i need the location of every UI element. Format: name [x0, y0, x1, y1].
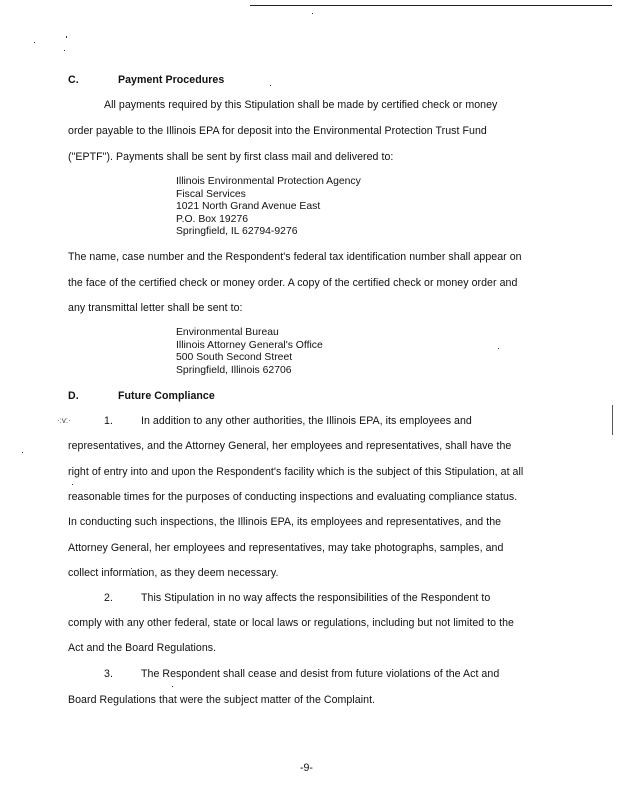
scan-speck [22, 452, 23, 453]
scan-speck [612, 405, 613, 435]
scan-speck [34, 42, 35, 43]
item-number: 1. [104, 415, 113, 427]
item-3-first-line [104, 668, 499, 681]
scan-speck [270, 85, 271, 86]
address-line: Springfield, IL 62794-9276 [176, 226, 298, 237]
paragraph-line: All payments required by this Stipulation shall be made by certified check or money [104, 99, 498, 111]
scan-speck [72, 484, 73, 485]
scan-speck [172, 686, 173, 687]
scan-speck [312, 13, 313, 14]
section-c-heading [68, 74, 224, 87]
paragraph-line: ("EPTF"). Payments shall be sent by first class mail and delivered to: [68, 151, 394, 163]
scan-speck [498, 348, 499, 349]
item-2-first-line [104, 592, 490, 605]
paragraph-line: order payable to the Illinois EPA for deposit into the Environmental Protection Trust Fund [68, 125, 487, 137]
paragraph-line: representatives, and the Attorney General, her employees and representatives, shall have the [68, 440, 512, 452]
address-line: Environmental Bureau [176, 327, 279, 338]
address-line: 500 South Second Street [176, 352, 293, 363]
top-rule [250, 5, 612, 6]
section-d-heading [68, 390, 215, 403]
paragraph-line: The Respondent shall cease and desist from future violations of the Act and [141, 668, 500, 680]
paragraph-line: the face of the certified check or money order. A copy of the certified check or money order and [68, 277, 518, 289]
address-line: P.O. Box 19276 [176, 213, 249, 225]
margin-mark: ·:v:· [57, 416, 71, 425]
section-d-letter: D. [68, 390, 79, 402]
paragraph-line: Attorney General, her employees and representatives, may take photographs, samples, and [68, 542, 504, 554]
paragraph-line: reasonable times for the purposes of conducting inspections and evaluating compliance status. [68, 491, 518, 503]
paragraph-line: right of entry into and upon the Respondent's facility which is the subject of this Stipulation, at all [68, 466, 524, 478]
paragraph-line: Act and the Board Regulations. [68, 642, 217, 654]
page-number: -9- [300, 762, 313, 774]
epa-address-block [176, 176, 361, 239]
address-line: Springfield, Illinois 62706 [176, 364, 292, 376]
paragraph-line: The name, case number and the Respondent's federal tax identification number shall appear on [68, 251, 522, 263]
paragraph-line: comply with any other federal, state or local laws or regulations, including but not limited to the [68, 617, 514, 629]
address-line: Fiscal Services [176, 188, 246, 200]
paragraph-line: In conducting such inspections, the Illinois EPA, its employees and representatives, and the [68, 516, 502, 528]
address-line: Illinois Environmental Protection Agency [176, 176, 361, 187]
scan-speck [66, 36, 67, 38]
item-1-first-line [104, 415, 472, 428]
section-d-title: Future Compliance [118, 390, 215, 402]
item-number: 3. [104, 668, 113, 680]
section-c-title: Payment Procedures [118, 74, 225, 86]
paragraph-line: This Stipulation in no way affects the responsibilities of the Respondent to [141, 592, 491, 604]
attorney-general-address-block [176, 327, 323, 377]
item-number: 2. [104, 592, 113, 604]
section-c-letter: C. [68, 74, 79, 86]
paragraph-line: In addition to any other authorities, the Illinois EPA, its employees and [141, 415, 472, 427]
paragraph-line: Board Regulations that were the subject matter of the Complaint. [68, 694, 376, 706]
address-line: 1021 North Grand Avenue East [176, 201, 321, 212]
paragraph-line: collect information, as they deem necessary. [68, 567, 279, 579]
address-line: Illinois Attorney General's Office [176, 339, 323, 351]
paragraph-line: any transmittal letter shall be sent to: [68, 302, 243, 314]
scan-speck [64, 50, 65, 51]
